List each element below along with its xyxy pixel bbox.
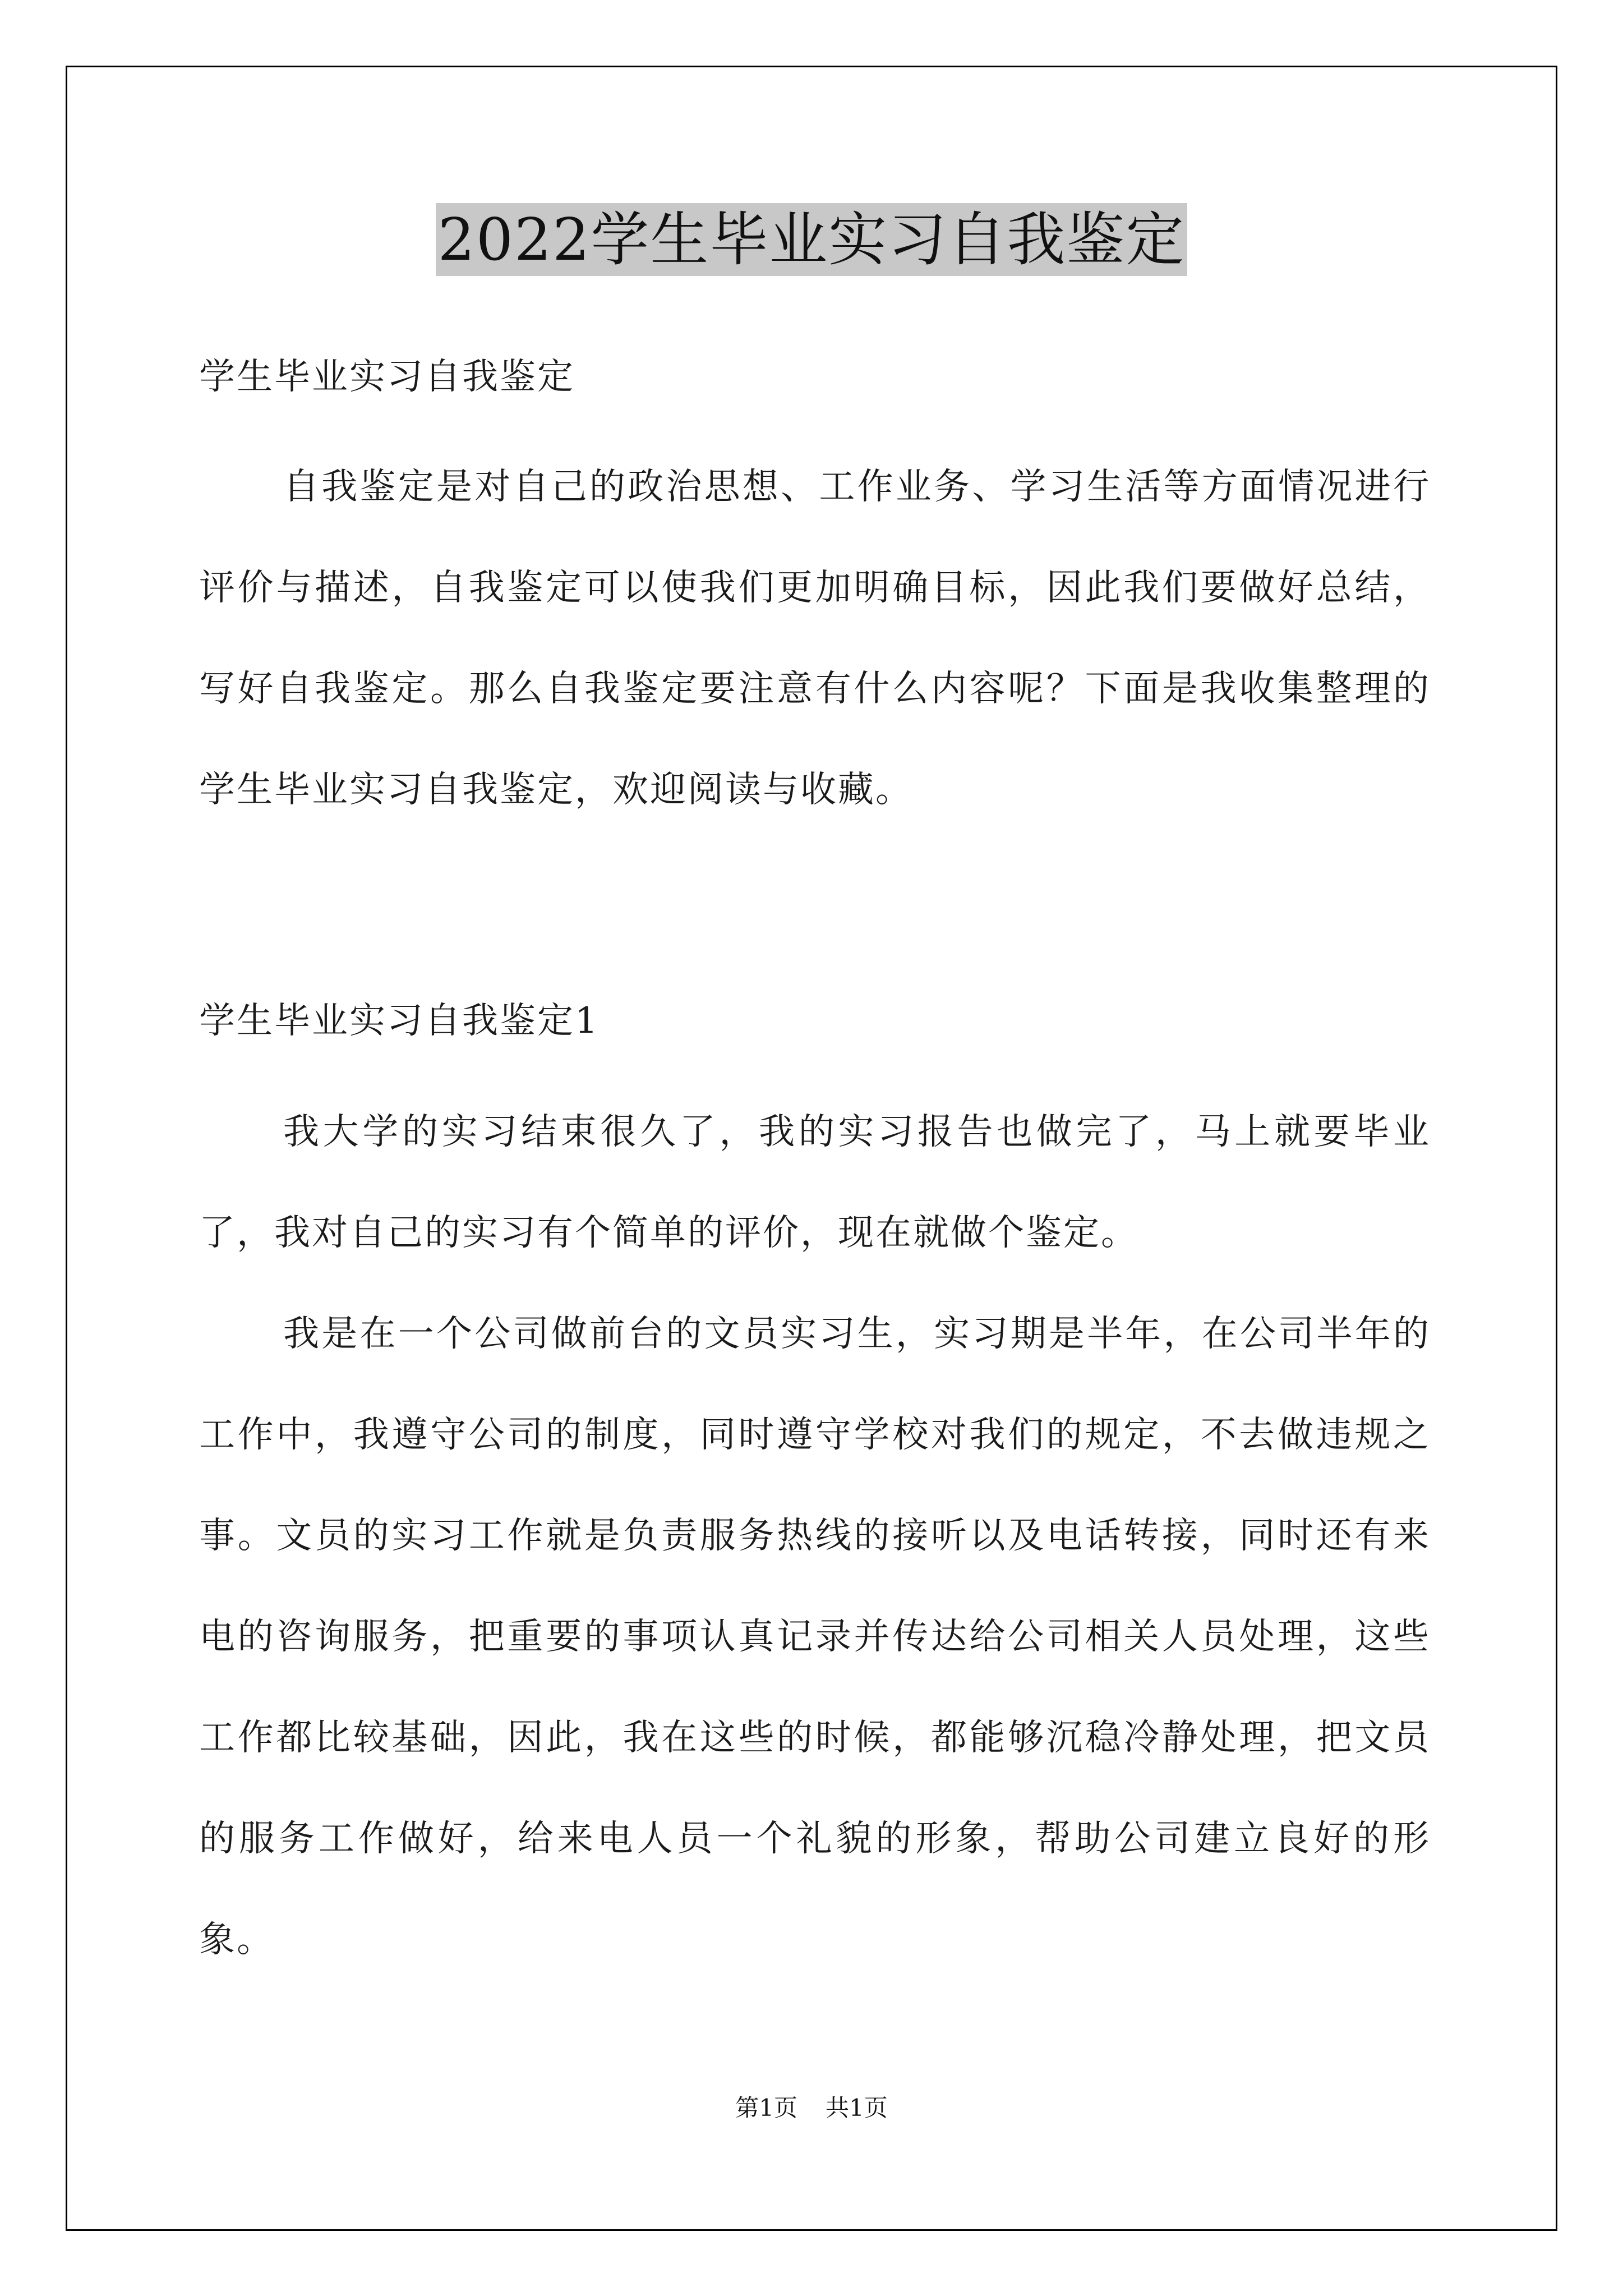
intro-paragraph: 自我鉴定是对自己的政治思想、工作业务、学习生活等方面情况进行评价与描述，自我鉴定可以使我们更加明确目标，因此我们要做好总结，写好自我鉴定。那么自我鉴定要注意有什么内容呢？下面是我收集整理的学生毕业实习自我鉴定，欢迎阅读与收藏。 — [199, 466, 1431, 811]
body-paragraph-1: 我大学的实习结束很久了，我的实习报告也做完了，马上就要毕业了，我对自己的实习有个简单的评价，现在就做个鉴定。 — [199, 1111, 1431, 1254]
section-heading: 学生毕业实习自我鉴定1 — [199, 1000, 600, 1042]
body-paragraph-2: 我是在一个公司做前台的文员实习生，实习期是半年，在公司半年的工作中，我遵守公司的制度，同时遵守学校对我们的规定，不去做违规之事。文员的实习工作就是负责服务热线的接听以及电话转接，同时还有来电的咨询服务，把重要的事项认真记录并传达给公司相关人员处理，这些工作都比较基础，因此，我在这些的时候，都能够沉稳冷静处理，把文员的服务工作做好，给来电人员一个礼貌的形象，帮助公司建立良好的形象。 — [199, 1313, 1431, 1961]
page-total: 共1页 — [826, 2094, 888, 2122]
page-number: 第1页 — [735, 2094, 797, 2122]
document-title: 2022学生毕业实习自我鉴定 — [436, 203, 1188, 276]
document-subtitle: 学生毕业实习自我鉴定 — [199, 356, 575, 398]
page-footer — [0, 2091, 1623, 2125]
title-container — [0, 203, 1623, 276]
